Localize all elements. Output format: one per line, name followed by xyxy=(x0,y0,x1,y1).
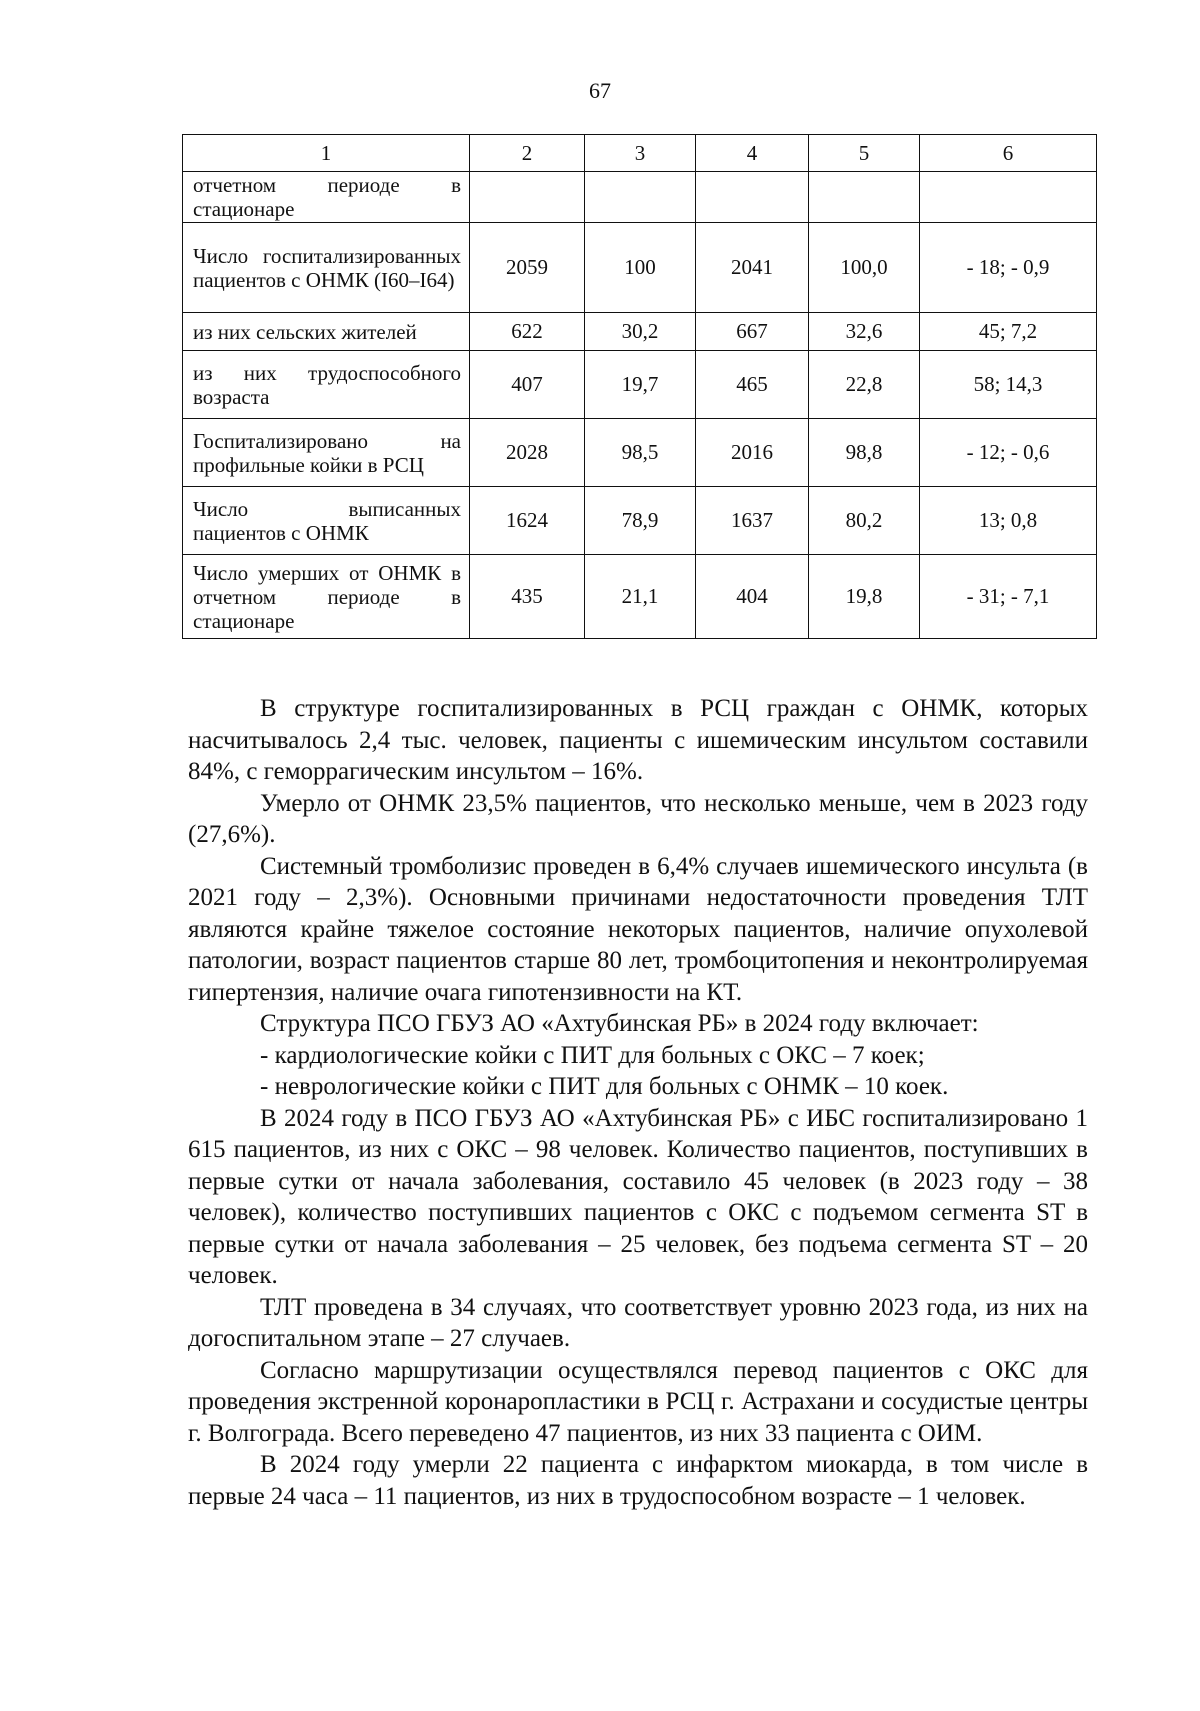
column-header: 1 xyxy=(183,135,470,172)
table-row xyxy=(183,419,1097,487)
row-label: Число госпитализированных пациентов с ОНМК (I60–I64) xyxy=(183,223,470,313)
table-cell: 465 xyxy=(696,351,809,419)
table-cell xyxy=(696,172,809,223)
table-cell: 32,6 xyxy=(809,313,920,351)
table-cell: 667 xyxy=(696,313,809,351)
column-header: 5 xyxy=(809,135,920,172)
statistics-table xyxy=(182,134,1097,639)
table-cell: 19,8 xyxy=(809,555,920,639)
table-row xyxy=(183,172,1097,223)
table-cell: 98,8 xyxy=(809,419,920,487)
table-cell: 13; 0,8 xyxy=(920,487,1097,555)
table-cell: - 31; - 7,1 xyxy=(920,555,1097,639)
paragraph: Согласно маршрутизации осуществлялся перевод пациентов с ОКС для проведения экстренной коронаропластики в РСЦ г. Астрахани и сосудистые центры г. Волгограда. Всего переведено 47 пациентов, из них 33 пациента с ОИМ. xyxy=(188,1356,1088,1447)
table-cell xyxy=(920,172,1097,223)
table-cell: 19,7 xyxy=(585,351,696,419)
paragraph: В 2024 году в ПСО ГБУЗ АО «Ахтубинская РБ» с ИБС госпитализировано 1 615 пациентов, из них с ОКС – 98 человек. Количество пациентов, поступивших в первые сутки от начала заболевания, составило 45 человек (в 2023 году – 38 человек), количество поступивших пациентов с ОКС с подъемом сегмента ST в первые сутки от начала заболевания – 25 человек, без подъема сегмента ST – 20 человек. xyxy=(188,1104,1088,1289)
table-row xyxy=(183,351,1097,419)
table-row xyxy=(183,487,1097,555)
table-cell: 2016 xyxy=(696,419,809,487)
table-cell xyxy=(470,172,585,223)
row-label: отчетном периоде в стационаре xyxy=(183,172,470,223)
table-row xyxy=(183,223,1097,313)
column-header: 6 xyxy=(920,135,1097,172)
paragraph: Структура ПСО ГБУЗ АО «Ахтубинская РБ» в 2024 году включает: xyxy=(260,1010,979,1037)
row-label: Госпитализировано на профильные койки в РСЦ xyxy=(183,419,470,487)
column-header: 4 xyxy=(696,135,809,172)
list-item: - неврологические койки с ПИТ для больных с ОНМК – 10 коек. xyxy=(260,1073,949,1100)
paragraph: ТЛТ проведена в 34 случаях, что соответствует уровню 2023 года, из них на догоспитальном этапе – 27 случаев. xyxy=(188,1293,1088,1352)
table-cell: 80,2 xyxy=(809,487,920,555)
table-cell: 30,2 xyxy=(585,313,696,351)
table-cell: 1637 xyxy=(696,487,809,555)
table-cell: 2041 xyxy=(696,223,809,313)
paragraph: В 2024 году умерли 22 пациента с инфарктом миокарда, в том числе в первые 24 часа – 11 пациентов, из них в трудоспособном возрасте – 1 человек. xyxy=(188,1451,1088,1510)
table-cell: 622 xyxy=(470,313,585,351)
table-cell: 1624 xyxy=(470,487,585,555)
table-header-row xyxy=(183,135,1097,172)
row-label: Число умерших от ОНМК в отчетном периоде в стационаре xyxy=(183,555,470,639)
table-cell: 78,9 xyxy=(585,487,696,555)
paragraph: Системный тромболизис проведен в 6,4% случаев ишемического инсульта (в 2021 году – 2,3%). Основными причинами недостаточности проведения ТЛТ являются крайне тяжелое состояние некоторых пациентов, наличие опухолевой патологии, возраст пациентов старше 80 лет, тромбоцитопения и неконтролируемая гипертензия, наличие очага гипотензивности на КТ. xyxy=(188,852,1088,1006)
table-cell xyxy=(585,172,696,223)
page-number: 67 xyxy=(589,78,611,103)
list-item: - кардиологические койки с ПИТ для больных с ОКС – 7 коек; xyxy=(260,1041,925,1069)
table-row xyxy=(183,313,1097,351)
table-row xyxy=(183,555,1097,639)
table-cell: 100 xyxy=(585,223,696,313)
table-cell: 435 xyxy=(470,555,585,639)
paragraph: В структуре госпитализированных в РСЦ граждан с ОНМК, которых насчитывалось 2,4 тыс. человек, пациенты с ишемическим инсультом составили 84%, с геморрагическим инсультом – 16%. xyxy=(188,695,1088,785)
table-cell: - 12; - 0,6 xyxy=(920,419,1097,487)
table-cell: 407 xyxy=(470,351,585,419)
row-label: Число выписанных пациентов с ОНМК xyxy=(183,487,470,555)
table-cell: 21,1 xyxy=(585,555,696,639)
column-header: 2 xyxy=(470,135,585,172)
table-cell: 404 xyxy=(696,555,809,639)
table-cell xyxy=(809,172,920,223)
column-header: 3 xyxy=(585,135,696,172)
table-cell: 45; 7,2 xyxy=(920,313,1097,351)
body-text xyxy=(188,693,1088,1512)
table-cell: 98,5 xyxy=(585,419,696,487)
table-cell: 2028 xyxy=(470,419,585,487)
paragraph: Умерло от ОНМК 23,5% пациентов, что несколько меньше, чем в 2023 году (27,6%). xyxy=(188,789,1088,848)
table-cell: 2059 xyxy=(470,223,585,313)
row-label: из них сельских жителей xyxy=(183,313,470,351)
table-cell: 100,0 xyxy=(809,223,920,313)
table-cell: 22,8 xyxy=(809,351,920,419)
table-cell: 58; 14,3 xyxy=(920,351,1097,419)
row-label: из них трудоспособного возраста xyxy=(183,351,470,419)
table-cell: - 18; - 0,9 xyxy=(920,223,1097,313)
